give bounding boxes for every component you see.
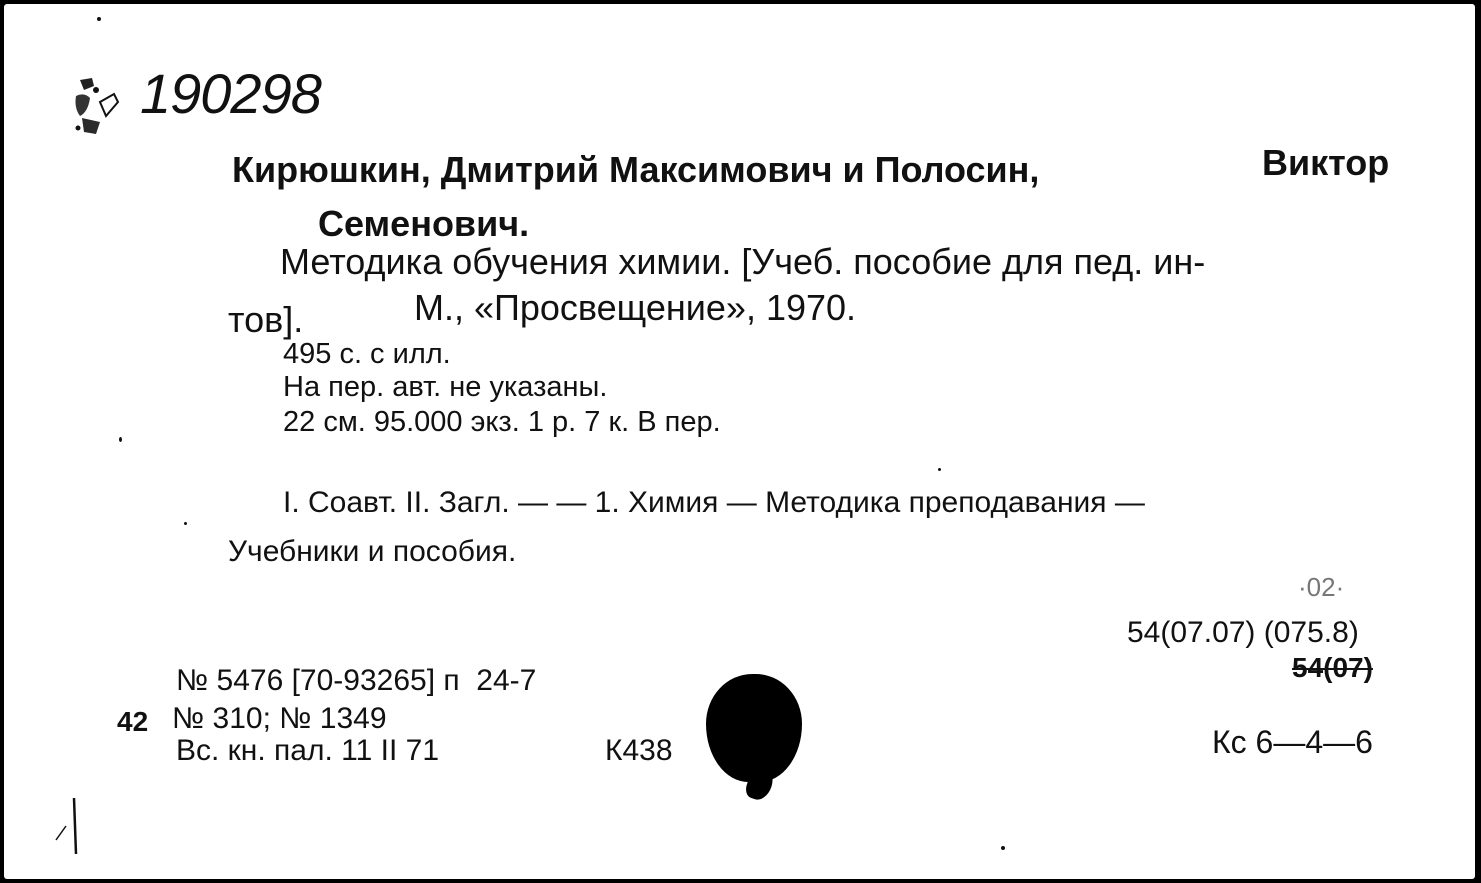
ink-blot	[706, 674, 802, 782]
tracings-line1: I. Соавт. II. Загл. — — 1. Химия — Методика преподавания —	[283, 486, 1145, 519]
faint-code: ·02·	[1298, 572, 1345, 602]
old-udc-code: 54(07)	[1292, 652, 1373, 683]
order-line: № 5476 [70-93265] п 24-7	[176, 664, 537, 697]
bbk-code: Кс 6—4—6	[1212, 724, 1373, 760]
footer-prefix: 42	[117, 706, 149, 737]
author-heading-line2: Семенович.	[318, 203, 530, 244]
tracings-line2: Учебники и пособия.	[228, 535, 517, 568]
pages-line: 495 с. с илл.	[283, 338, 451, 370]
numbers-line: № 310; № 1349	[172, 702, 387, 735]
udc-code: 54(07.07) (075.8)	[1127, 616, 1359, 649]
speck-mark	[1001, 846, 1005, 850]
author-heading-line1: Кирюшкин, Дмитрий Максимович и Полосин,	[232, 149, 1040, 190]
library-stamp-icon	[70, 72, 122, 142]
speck-mark	[184, 522, 187, 525]
note-line: На пер. авт. не указаны.	[283, 371, 608, 403]
date-line: Вс. кн. пал. 11 II 71	[176, 734, 439, 767]
card-number: 190298	[140, 62, 321, 125]
speck-mark	[97, 17, 101, 21]
author-heading-line1-end: Виктор	[1262, 142, 1390, 183]
title-line1: Методика обучения химии. [Учеб. пособие для пед. ин-	[280, 241, 1206, 282]
title-line2-start: тов].	[228, 299, 304, 340]
speck-mark	[938, 468, 941, 471]
size-line: 22 см. 95.000 экз. 1 р. 7 к. В пер.	[283, 406, 721, 438]
speck-mark	[119, 437, 122, 442]
pencil-mark	[52, 796, 82, 856]
footer-code: К438	[605, 734, 673, 767]
title-line2-end: М., «Просвещение», 1970.	[414, 287, 857, 328]
